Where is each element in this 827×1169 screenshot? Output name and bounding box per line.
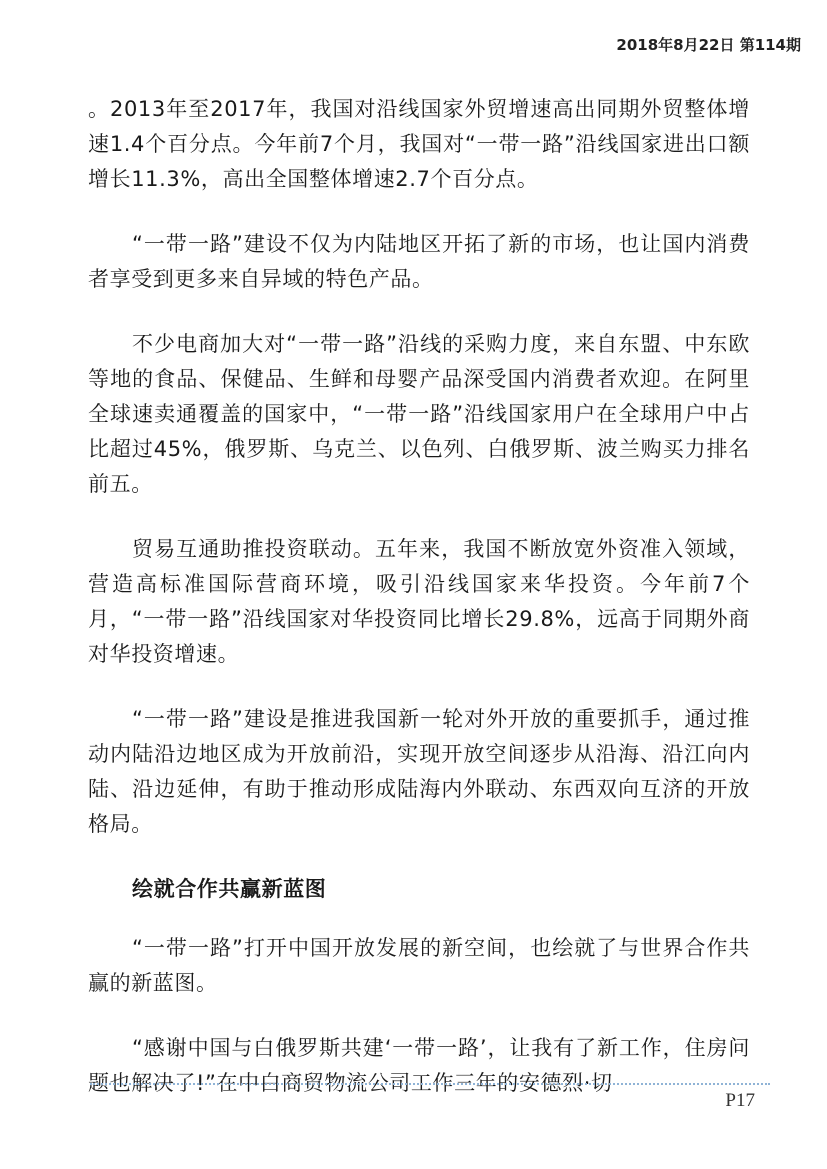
- article-paragraph: 。2013年至2017年，我国对沿线国家外贸增速高出同期外贸整体增速1.4个百分点。今年前7个月，我国对“一带一路”沿线国家进出口额增长11.3%，高出全国整体增速2.7个百分点。: [88, 97, 750, 191]
- footer-divider: [90, 1083, 770, 1085]
- article-paragraph: 贸易互通助推投资联动。五年来，我国不断放宽外资准入领域，营造高标准国际营商环境，吸引沿线国家来华投资。今年前7个月，“一带一路”沿线国家对华投资同比增长29.8%，远高于同期外商对华投资增速。: [88, 537, 750, 666]
- page-number: P17: [725, 1090, 755, 1111]
- article-body: [88, 92, 750, 1131]
- article-paragraph: “感谢中国与白俄罗斯共建‘一带一路’，让我有了新工作，住房问题也解决了!”在中白商贸物流公司工作三年的安德烈·切: [88, 1036, 750, 1095]
- article-paragraph: “一带一路”建设不仅为内陆地区开拓了新的市场，也让国内消费者享受到更多来自异域的特色产品。: [88, 232, 750, 291]
- issue-date: 2018年8月22日 第114期: [616, 36, 801, 54]
- article-paragraph: “一带一路”建设是推进我国新一轮对外开放的重要抓手，通过推动内陆沿边地区成为开放前沿，实现开放空间逐步从沿海、沿江向内陆、沿边延伸，有助于推动形成陆海内外联动、东西双向互济的开放格局。: [88, 707, 750, 836]
- article-paragraph: “一带一路”打开中国开放发展的新空间，也绘就了与世界合作共赢的新蓝图。: [88, 936, 750, 995]
- article-paragraph: 不少电商加大对“一带一路”沿线的采购力度，来自东盟、中东欧等地的食品、保健品、生鲜和母婴产品深受国内消费者欢迎。在阿里全球速卖通覆盖的国家中，“一带一路”沿线国家用户在全球用户中占比超过45%，俄罗斯、乌克兰、以色列、白俄罗斯、波兰购买力排名前五。: [88, 332, 750, 496]
- section-heading: 绘就合作共赢新蓝图: [132, 877, 327, 901]
